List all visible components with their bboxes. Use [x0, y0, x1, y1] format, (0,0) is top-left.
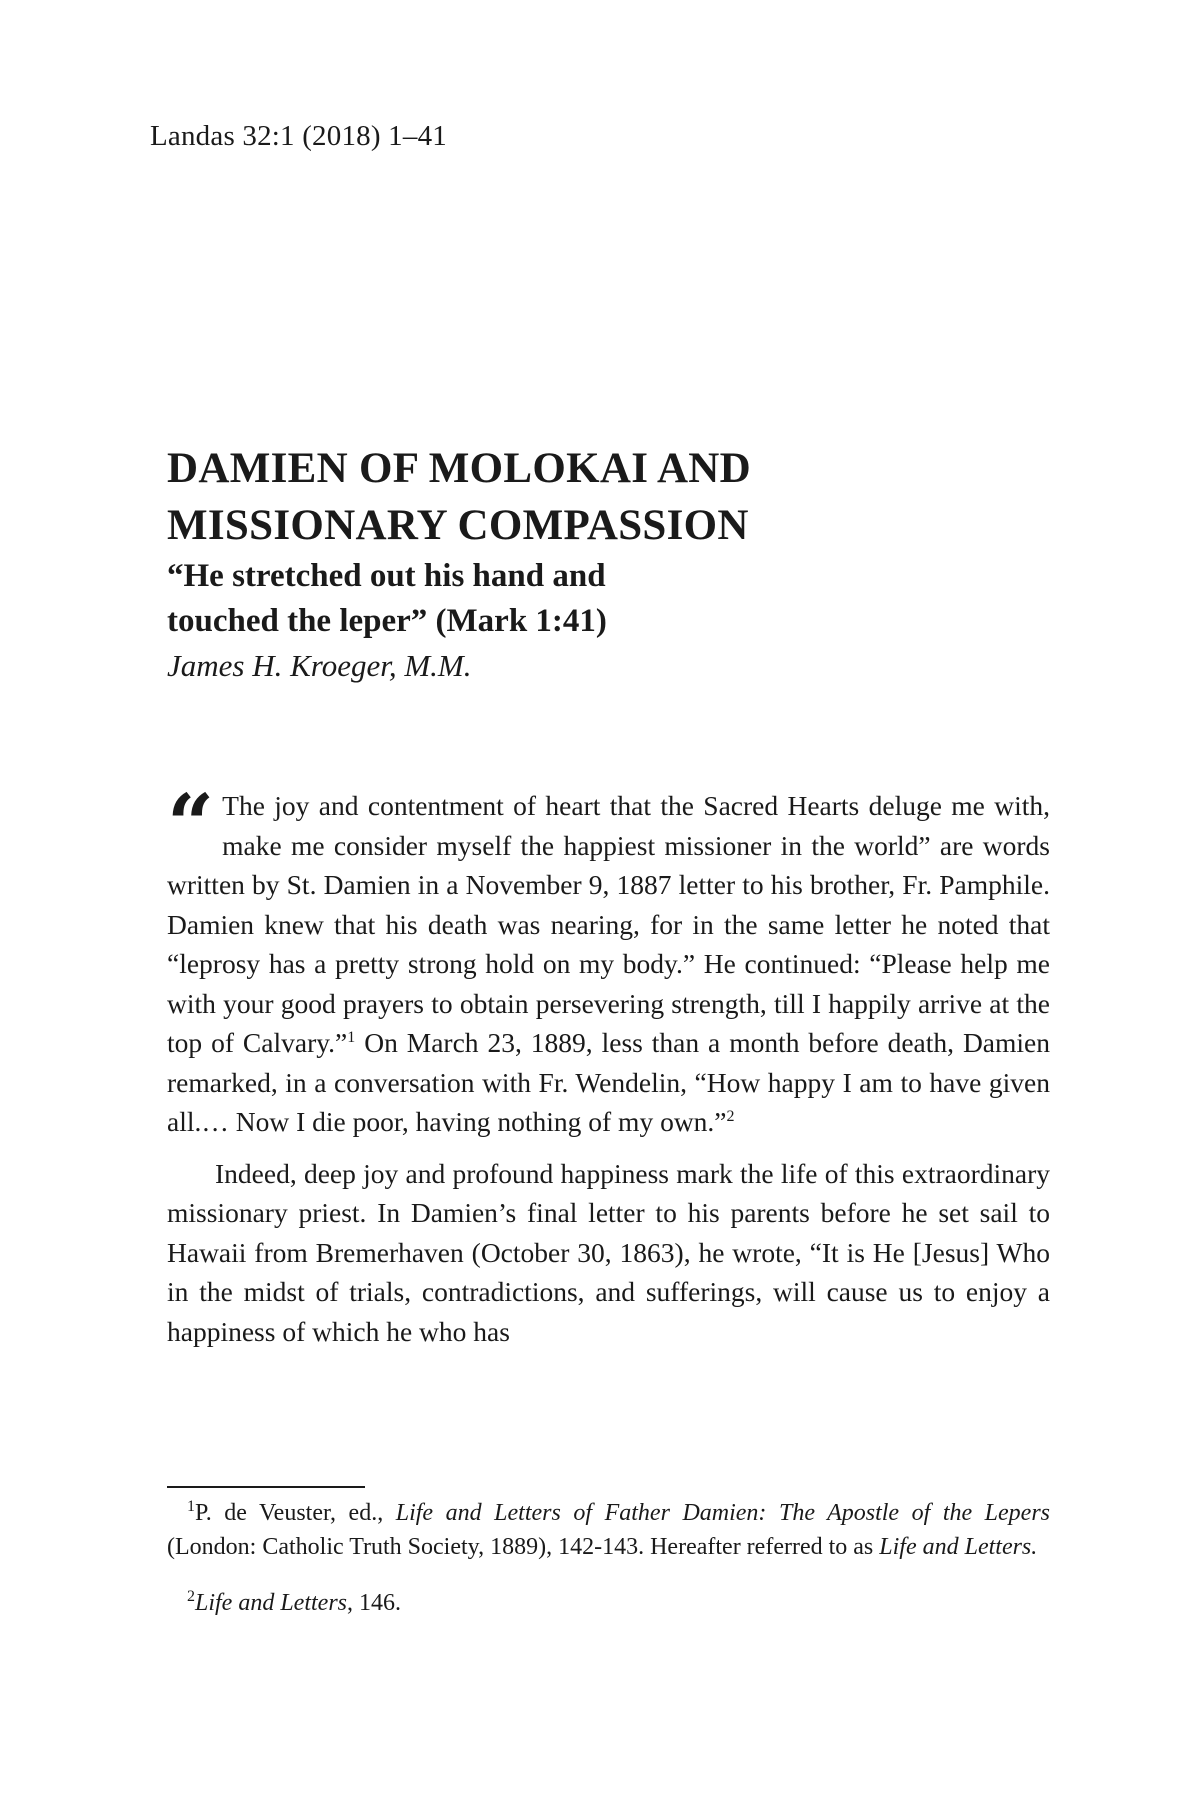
footnote-1-text-b: (London: Catholic Truth Society, 1889), 142-143. Hereafter referred to as	[167, 1534, 880, 1560]
paragraph-1-text-b: On March 23, 1889, less than a month before death, Damien remarked, in a conversation with Fr. Wendelin, “How happy I am to have given all.… Now I die poor, having nothing of my own.”	[167, 1027, 1051, 1137]
footnote-2-number: 2	[187, 1588, 195, 1605]
paragraph-1-text-a: The joy and contentment of heart that the Sacred Hearts deluge me with, make me consider myself the happiest missioner in the world” are words written by St. Damien in a November 9, 1887 letter to his brother, Fr. Pamphile. Damien knew that his death was nearing, for in the same letter he noted that “leprosy has a pretty strong hold on my body.” He continued: “Please help me with your good prayers to obtain persevering strength, till I happily arrive at the top of Calvary.”	[167, 790, 1050, 1058]
footnote-ref-2: 2	[726, 1107, 735, 1125]
footnote-1-number: 1	[187, 1498, 195, 1515]
footnote-1	[167, 1496, 1050, 1564]
footnote-divider	[167, 1486, 365, 1488]
opening-quote-mark: “	[167, 777, 215, 873]
article-title-line-2: MISSIONARY COMPASSION	[167, 502, 749, 549]
article-subtitle-line-1: “He stretched out his hand and	[167, 558, 606, 594]
body-text	[167, 777, 1051, 1351]
running-head: Landas 32:1 (2018) 1–41	[150, 120, 447, 152]
article-title-line-1: DAMIEN OF MOLOKAI AND	[167, 445, 752, 492]
footnotes	[167, 1496, 1050, 1620]
footnote-2	[167, 1586, 1050, 1620]
article-subtitle-line-2: touched the leper” (Mark 1:41)	[167, 603, 607, 639]
title-block	[167, 440, 1047, 688]
article-author: James H. Kroeger, M.M.	[167, 648, 472, 683]
paragraph-1	[167, 777, 1051, 1142]
footnote-2-rest: , 146.	[347, 1590, 402, 1616]
footnote-1-book-title: Life and Letters of Father Damien: The Apostle of the Lepers	[395, 1500, 1051, 1526]
footnote-2-title: Life and Letters	[195, 1590, 348, 1616]
paragraph-2: Indeed, deep joy and profound happiness mark the life of this extraordinary missionary priest. In Damien’s final letter to his parents before he set sail to Hawaii from Bremerhaven (October 30, 1863), he wrote, “It is He [Jesus] Who in the midst of trials, contradictions, and sufferings, will cause us to enjoy a happiness of which he who has	[167, 1157, 1050, 1347]
footnote-1-text-a: P. de Veuster, ed.,	[195, 1500, 396, 1526]
footnote-ref-1: 1	[347, 1028, 356, 1046]
footnote-1-short-title: Life and Letters.	[879, 1534, 1038, 1560]
